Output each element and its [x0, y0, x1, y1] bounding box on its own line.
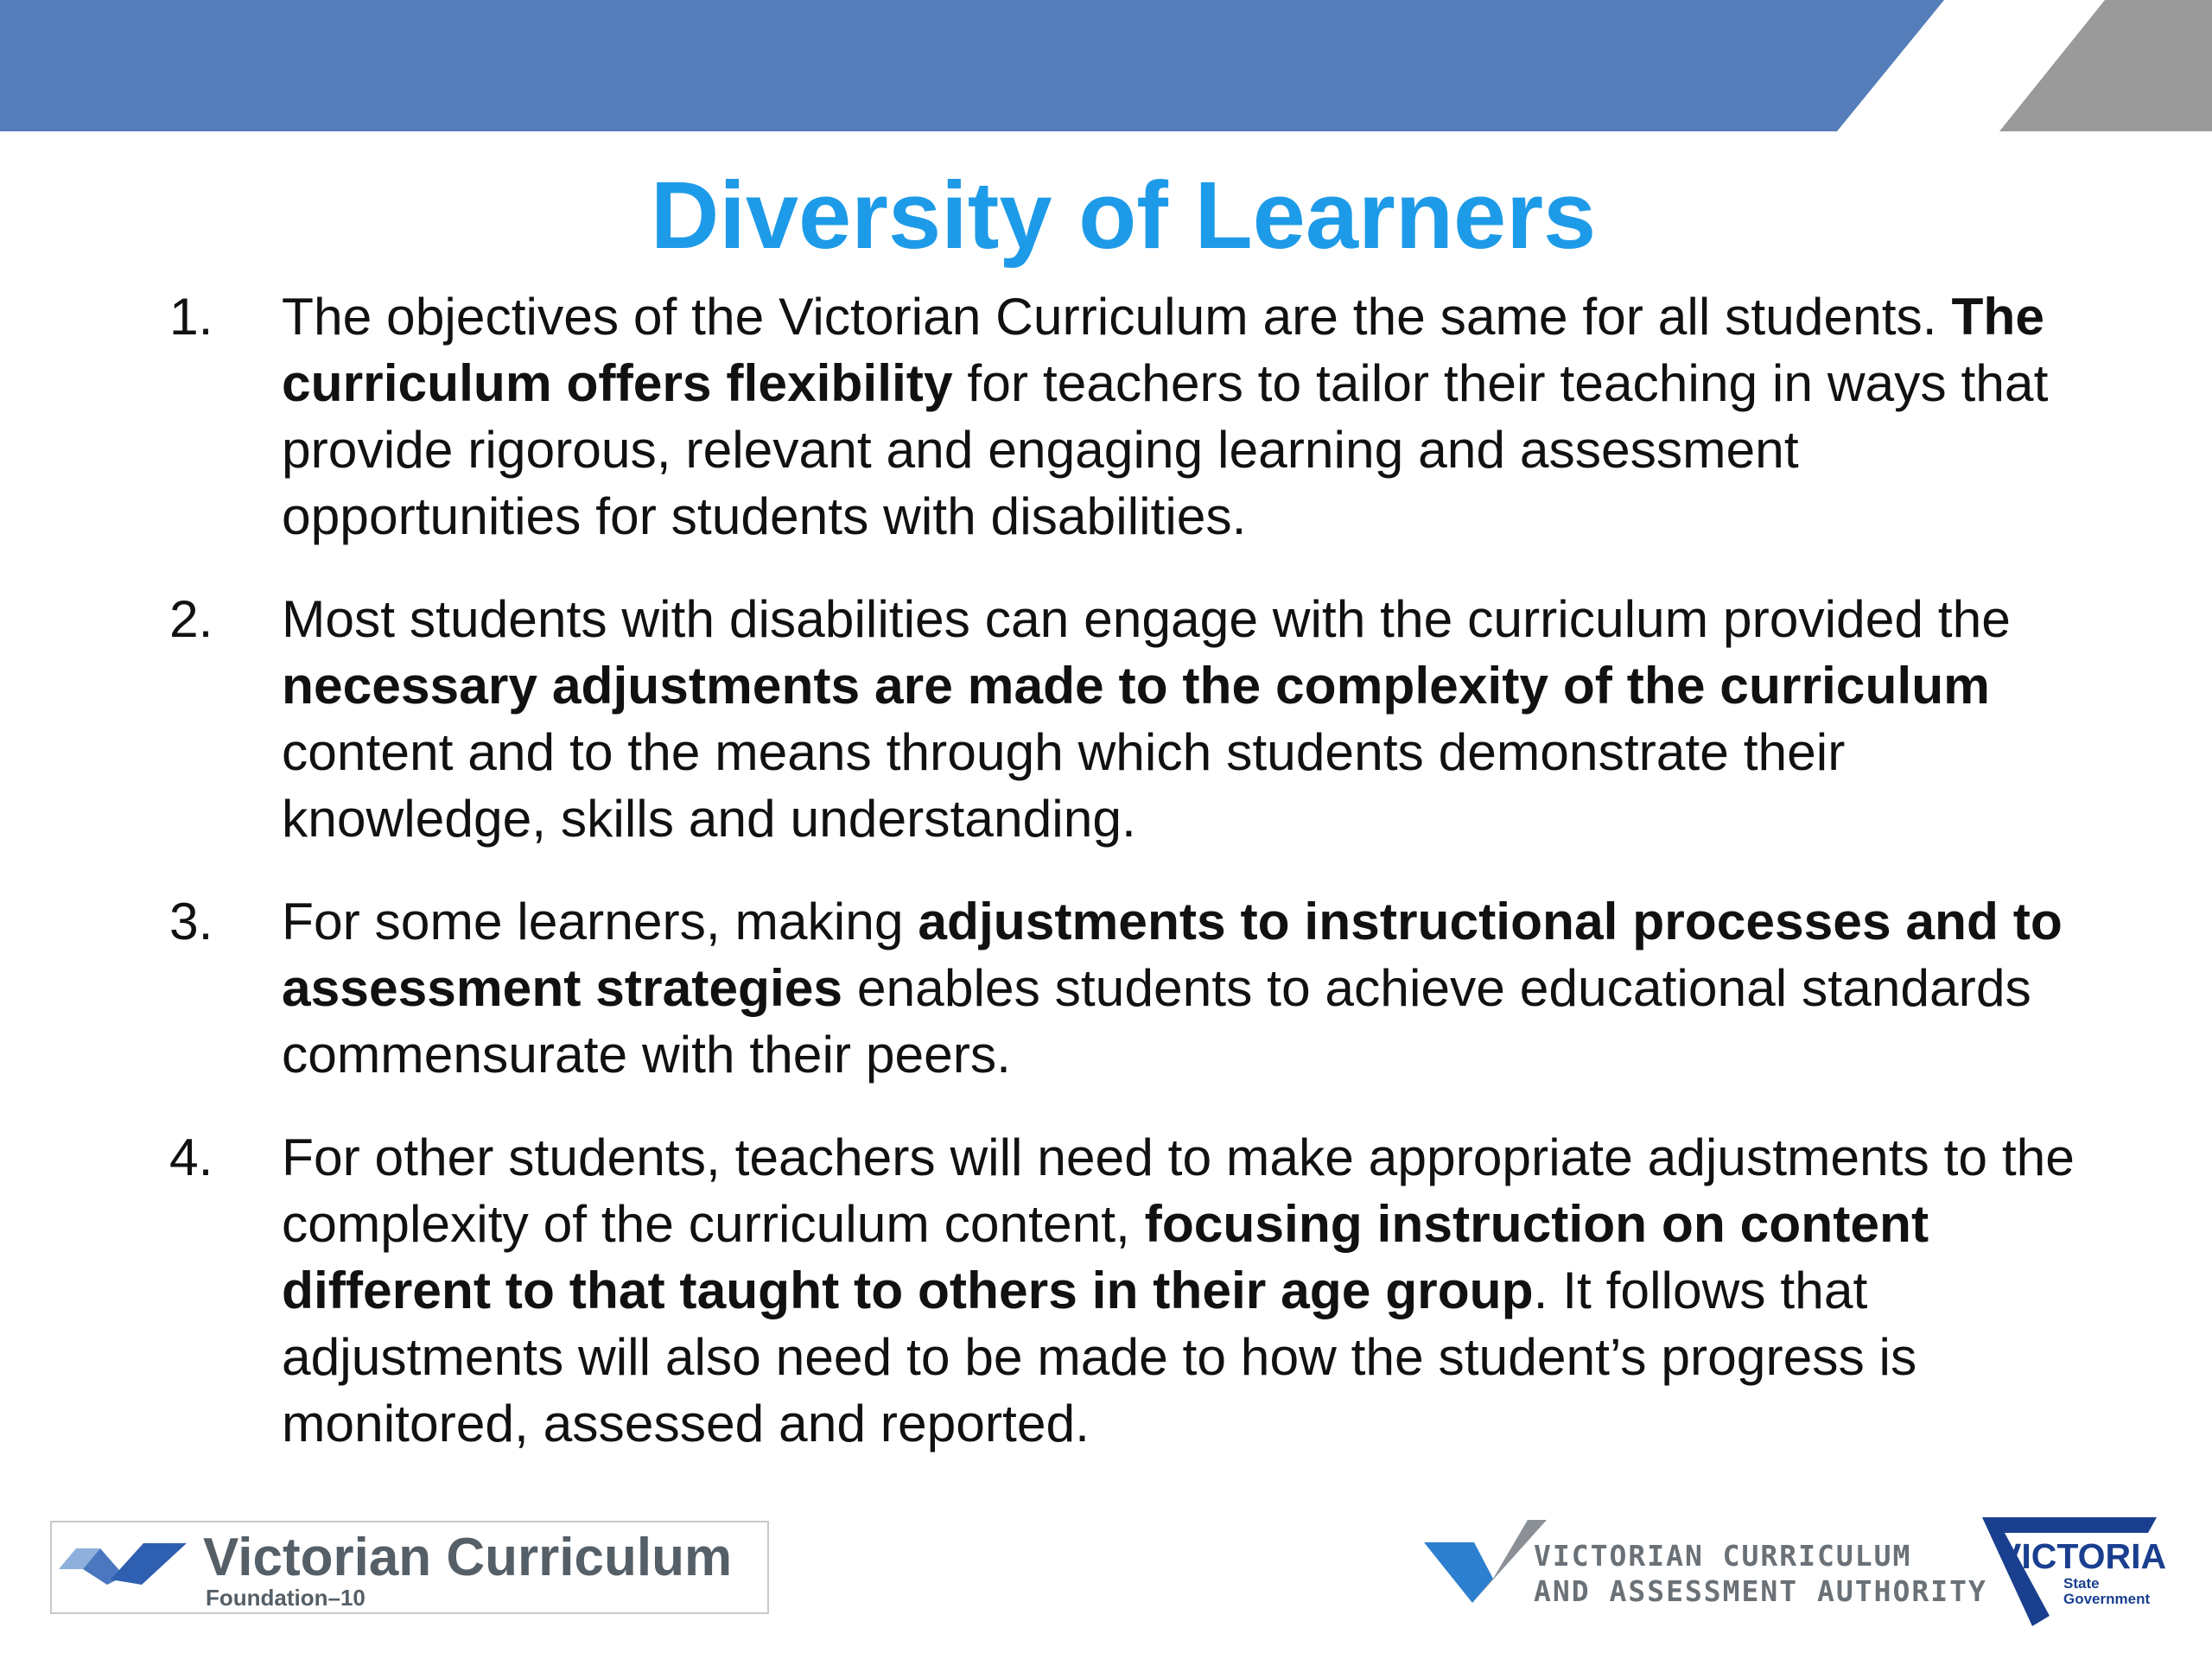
body-text: For some learners, making	[282, 892, 918, 950]
foundation-range: Foundation–10	[206, 1585, 365, 1611]
key-points-list	[169, 283, 2096, 1457]
list-item-number: 3.	[169, 892, 213, 950]
emphasized-text: The curriculum offers flexibility	[282, 287, 2044, 412]
victorian-curriculum-mark-icon	[57, 1535, 195, 1586]
body-text: enables students to achieve educational standards commensurate with their peers.	[282, 958, 2031, 1084]
list-item	[169, 586, 2096, 852]
emphasized-text: necessary adjustments are made to the complexity of the curriculum	[282, 656, 1990, 715]
list-item	[169, 283, 2096, 550]
body-text: . It follows that adjustments will also need to be made to how the student’s progress is monitored, assessed and reported.	[282, 1261, 1917, 1452]
list-item-text	[282, 287, 2048, 545]
vcaa-logo-text	[1534, 1538, 1987, 1609]
body-text: Most students with disabilities can engage with the curriculum provided the	[282, 589, 2011, 648]
government-label: Government	[2063, 1591, 2151, 1607]
victorian-curriculum-logo	[50, 1521, 769, 1614]
list-item-number: 4.	[169, 1128, 213, 1186]
header-gray-stripe	[1999, 0, 2212, 131]
victorian-curriculum-name: Victorian Curriculum	[203, 1528, 733, 1587]
body-text: for teachers to tailor their teaching in ways that provide rigorous, relevant and engaging learning and assessment opportunities for students with disabilities.	[282, 353, 2049, 545]
header-blue-band	[0, 0, 1944, 131]
body-text: The objectives of the Victorian Curriculum are the same for all students.	[282, 287, 1952, 346]
list-item-text	[282, 1128, 2075, 1452]
list-item-number: 1.	[169, 287, 213, 346]
list-item	[169, 1124, 2096, 1457]
list-item-number: 2.	[169, 589, 213, 648]
state-government-label	[2063, 1576, 2150, 1607]
header-banner	[0, 0, 2212, 131]
list-item-text	[282, 589, 2011, 848]
slide-title: Diversity of Learners	[650, 162, 1597, 269]
state-label: State	[2063, 1575, 2100, 1592]
victoria-wordmark: VICTORIA	[1998, 1536, 2167, 1576]
vcaa-line-2: AND ASSESSMENT AUTHORITY	[1534, 1574, 1987, 1608]
victoria-government-logo	[1979, 1514, 2169, 1626]
emphasized-text: adjustments to instructional processes and to assessment strategies	[282, 892, 2063, 1017]
body-text: For other students, teachers will need to make appropriate adjustments to the complexity of the curriculum content,	[282, 1128, 2075, 1253]
list-item-text	[282, 892, 2063, 1084]
body-text: content and to the means through which students demonstrate their knowledge, skills and understanding.	[282, 722, 1846, 848]
emphasized-text: focusing instruction on content different to that taught to others in their age group	[282, 1194, 1929, 1319]
vcaa-line-1: VICTORIAN CURRICULUM	[1534, 1539, 1912, 1573]
list-item	[169, 888, 2096, 1088]
